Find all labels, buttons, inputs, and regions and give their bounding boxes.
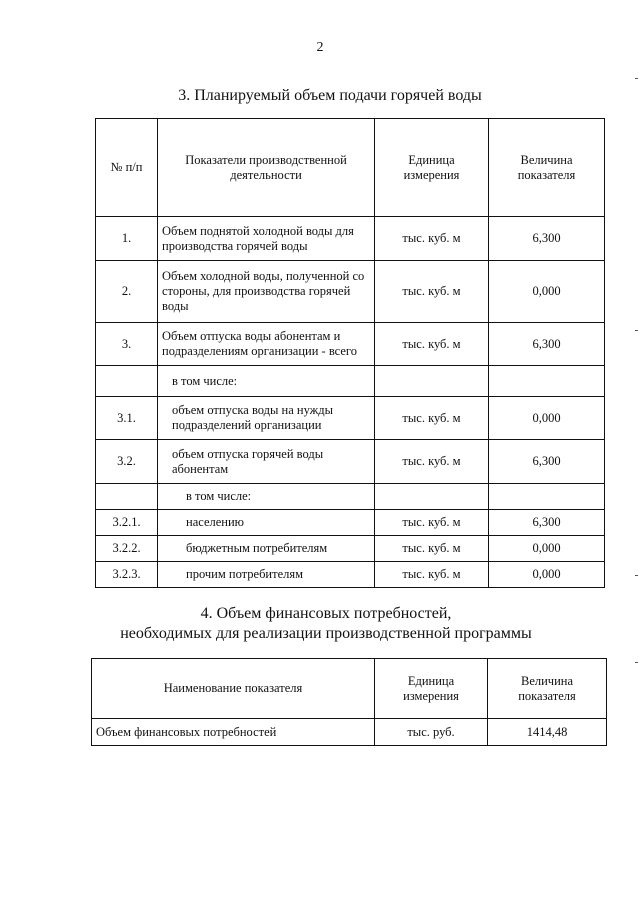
row-unit: тыс. куб. м bbox=[375, 510, 489, 536]
header-value: Величина показателя bbox=[488, 659, 607, 719]
water-supply-table bbox=[95, 118, 605, 588]
table-header-row bbox=[92, 659, 607, 719]
row-name: в том числе: bbox=[158, 366, 375, 397]
table-row bbox=[96, 440, 605, 484]
row-num: 3.2. bbox=[96, 440, 158, 484]
row-unit: тыс. куб. м bbox=[375, 217, 489, 261]
section-4-title-line2: необходимых для реализации производственной программы bbox=[120, 625, 532, 642]
header-indicator: Показатели производственной деятельности bbox=[158, 119, 375, 217]
header-num: № п/п bbox=[96, 119, 158, 217]
row-num bbox=[96, 484, 158, 510]
row-name: в том числе: bbox=[158, 484, 375, 510]
scan-margin-mark bbox=[635, 330, 638, 331]
row-name: Объем отпуска воды абонентам и подразделениям организации - всего bbox=[158, 323, 375, 366]
row-value: 0,000 bbox=[489, 261, 605, 323]
table-row bbox=[96, 397, 605, 440]
row-num: 3.1. bbox=[96, 397, 158, 440]
table-row bbox=[92, 719, 607, 746]
row-value: 6,300 bbox=[489, 440, 605, 484]
section-3-title: 3. Планируемый объем подачи горячей воды bbox=[178, 87, 482, 104]
row-unit bbox=[375, 366, 489, 397]
row-name: Объем холодной воды, полученной со стороны, для производства горячей воды bbox=[158, 261, 375, 323]
table-row bbox=[96, 484, 605, 510]
row-value bbox=[489, 484, 605, 510]
row-name: объем отпуска горячей воды абонентам bbox=[158, 440, 375, 484]
table-row bbox=[96, 366, 605, 397]
row-name: бюджетным потребителям bbox=[158, 536, 375, 562]
row-value: 0,000 bbox=[489, 397, 605, 440]
header-name: Наименование показателя bbox=[92, 659, 375, 719]
row-unit: тыс. куб. м bbox=[375, 397, 489, 440]
row-num: 3. bbox=[96, 323, 158, 366]
header-value: Величина показателя bbox=[489, 119, 605, 217]
section-4-title-line1: 4. Объем финансовых потребностей, bbox=[200, 605, 452, 622]
table-header-row bbox=[96, 119, 605, 217]
row-name: прочим потребителям bbox=[158, 562, 375, 588]
row-num: 1. bbox=[96, 217, 158, 261]
row-name: объем отпуска воды на нужды подразделений организации bbox=[158, 397, 375, 440]
row-value bbox=[489, 366, 605, 397]
row-num bbox=[96, 366, 158, 397]
table-row bbox=[96, 323, 605, 366]
scan-margin-mark bbox=[635, 78, 638, 79]
row-unit: тыс. куб. м bbox=[375, 562, 489, 588]
row-value: 1414,48 bbox=[488, 719, 607, 746]
scan-margin-mark bbox=[635, 575, 638, 576]
table-row bbox=[96, 510, 605, 536]
scan-margin-mark bbox=[635, 662, 638, 663]
financial-needs-table bbox=[91, 658, 607, 746]
header-unit: Единица измерения bbox=[375, 659, 488, 719]
row-name: Объем поднятой холодной воды для производства горячей воды bbox=[158, 217, 375, 261]
table-row bbox=[96, 261, 605, 323]
row-num: 3.2.1. bbox=[96, 510, 158, 536]
header-unit: Единица измерения bbox=[375, 119, 489, 217]
row-num: 2. bbox=[96, 261, 158, 323]
row-unit: тыс. куб. м bbox=[375, 323, 489, 366]
row-num: 3.2.3. bbox=[96, 562, 158, 588]
row-num: 3.2.2. bbox=[96, 536, 158, 562]
row-value: 6,300 bbox=[489, 217, 605, 261]
section-4-title bbox=[6, 604, 640, 644]
row-value: 0,000 bbox=[489, 536, 605, 562]
row-name: населению bbox=[158, 510, 375, 536]
table-row bbox=[96, 217, 605, 261]
row-value: 0,000 bbox=[489, 562, 605, 588]
row-unit: тыс. куб. м bbox=[375, 536, 489, 562]
table-row bbox=[96, 562, 605, 588]
table-row bbox=[96, 536, 605, 562]
row-unit: тыс. куб. м bbox=[375, 261, 489, 323]
row-name: Объем финансовых потребностей bbox=[92, 719, 375, 746]
page-number: 2 bbox=[316, 40, 324, 55]
row-unit: тыс. руб. bbox=[375, 719, 488, 746]
row-value: 6,300 bbox=[489, 510, 605, 536]
row-unit bbox=[375, 484, 489, 510]
row-value: 6,300 bbox=[489, 323, 605, 366]
row-unit: тыс. куб. м bbox=[375, 440, 489, 484]
